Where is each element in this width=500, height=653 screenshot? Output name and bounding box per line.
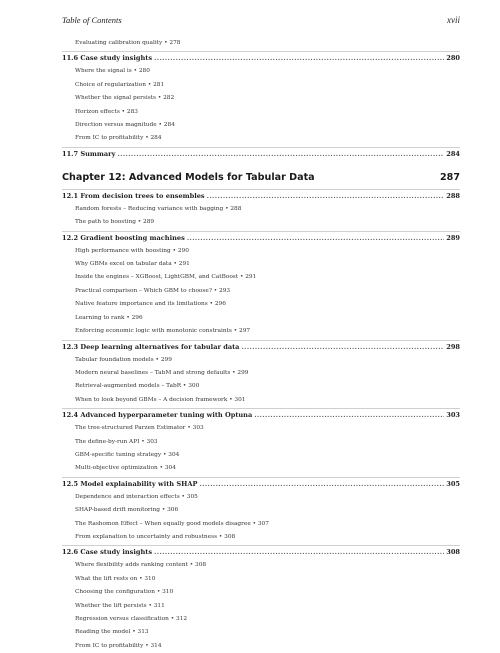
toc-section-11-6[interactable] bbox=[62, 51, 460, 65]
toc-subentry[interactable]: The path to boosting • 289 bbox=[75, 219, 155, 226]
dot-leader bbox=[187, 232, 444, 244]
toc-subentry[interactable]: Why GBMs excel on tabular data • 291 bbox=[75, 261, 190, 268]
toc-subentry[interactable]: Choice of regularization • 281 bbox=[75, 81, 165, 88]
toc-section-12-3[interactable] bbox=[62, 340, 460, 354]
section-title: 12.6 Case study insights bbox=[62, 548, 153, 557]
section-page: 289 bbox=[446, 233, 460, 242]
toc-subentry[interactable]: From explanation to uncertainty and robustness • 308 bbox=[75, 533, 236, 540]
toc-subentry[interactable]: From IC to profitability • 284 bbox=[75, 135, 162, 142]
toc-subentry[interactable]: Practical comparison – Which GBM to choose? • 293 bbox=[75, 287, 231, 294]
section-title: 12.4 Advanced hyperparameter tuning with Optuna bbox=[62, 411, 253, 420]
toc-section-12-1[interactable] bbox=[62, 189, 460, 203]
section-title: 12.3 Deep learning alternatives for tabular data bbox=[62, 342, 240, 351]
dot-leader bbox=[199, 478, 444, 490]
toc-subentry[interactable]: The tree-structured Parzen Estimator • 303 bbox=[75, 425, 204, 432]
dot-leader bbox=[207, 190, 445, 202]
running-header bbox=[62, 15, 460, 27]
section-title: 11.6 Case study insights bbox=[62, 54, 153, 63]
toc-subentry[interactable]: Multi-objective optimization • 304 bbox=[75, 465, 176, 472]
dot-leader bbox=[254, 409, 444, 421]
toc-section-12-2[interactable] bbox=[62, 231, 460, 245]
dot-leader bbox=[154, 52, 444, 64]
section-page: 288 bbox=[446, 191, 460, 200]
toc-subentry[interactable]: Retrieval-augmented models – TabR • 300 bbox=[75, 383, 200, 390]
running-header-title: Table of Contents bbox=[62, 15, 122, 25]
toc-section-12-4[interactable] bbox=[62, 408, 460, 422]
toc-subentry[interactable]: The Rashomon Effect – When equally good models disagree • 307 bbox=[75, 520, 269, 527]
section-page: 280 bbox=[446, 54, 460, 63]
section-title: 12.2 Gradient boosting machines bbox=[62, 233, 185, 242]
toc-subentry[interactable]: When to look beyond GBMs – A decision framework • 301 bbox=[75, 396, 246, 403]
toc-subentry[interactable]: Dependence and interaction effects • 305 bbox=[75, 493, 198, 500]
toc-subentry[interactable]: Inside the engines – XGBoost, LightGBM, and CatBoost • 291 bbox=[75, 274, 257, 281]
section-page: 305 bbox=[446, 479, 460, 488]
toc-subentry[interactable]: Horizon effects • 283 bbox=[75, 108, 138, 115]
toc-subentry[interactable]: Where flexibility adds ranking content • 308 bbox=[75, 562, 207, 569]
toc-subentry[interactable]: Enforcing economic logic with monotonic constraints • 297 bbox=[75, 328, 251, 335]
section-page: 303 bbox=[446, 411, 460, 420]
toc-subentry[interactable]: Random forests – Reducing variance with bagging • 288 bbox=[75, 205, 242, 212]
toc-subentry[interactable]: Whether the signal persists • 282 bbox=[75, 95, 175, 102]
dot-leader bbox=[117, 148, 444, 160]
toc-subentry[interactable]: Modern neural baselines – TabM and strong defaults • 299 bbox=[75, 369, 249, 376]
table-of-contents bbox=[62, 37, 460, 653]
section-title: 12.1 From decision trees to ensembles bbox=[62, 191, 205, 200]
toc-section-12-6[interactable] bbox=[62, 545, 460, 559]
section-title: 12.5 Model explainability with SHAP bbox=[62, 479, 198, 488]
toc-chapter-12[interactable] bbox=[62, 171, 460, 187]
toc-subentry[interactable]: Evaluating calibration quality • 278 bbox=[75, 40, 181, 46]
toc-subentry[interactable]: What the lift rests on • 310 bbox=[75, 575, 156, 582]
toc-subentry[interactable]: Choosing the configuration • 310 bbox=[75, 589, 174, 596]
toc-subentry[interactable]: Direction versus magnitude • 284 bbox=[75, 122, 175, 129]
chapter-title: Chapter 12: Advanced Models for Tabular Data bbox=[62, 171, 315, 183]
toc-section-12-5[interactable] bbox=[62, 477, 460, 491]
page-numeral: xvii bbox=[447, 15, 460, 25]
chapter-page: 287 bbox=[439, 171, 460, 183]
toc-subentry[interactable]: From IC to profitability • 314 bbox=[75, 642, 162, 649]
toc-subentry[interactable]: Tabular foundation models • 299 bbox=[75, 356, 172, 363]
toc-subentry[interactable]: Native feature importance and its limitations • 296 bbox=[75, 301, 226, 308]
toc-subentry[interactable]: Whether the lift persists • 311 bbox=[75, 602, 165, 609]
toc-subentry[interactable]: High performance with boosting • 290 bbox=[75, 247, 189, 254]
toc-subentry[interactable]: Where the signal is • 280 bbox=[75, 68, 150, 75]
dot-leader bbox=[154, 546, 444, 558]
dot-leader bbox=[241, 341, 444, 353]
section-page: 298 bbox=[446, 342, 460, 351]
toc-subentry[interactable]: Learning to rank • 296 bbox=[75, 314, 143, 321]
toc-subentry[interactable]: Regression versus classification • 312 bbox=[75, 616, 188, 622]
toc-subentry[interactable]: The define-by-run API • 303 bbox=[75, 438, 158, 445]
section-page: 308 bbox=[446, 548, 460, 557]
toc-subentry[interactable]: Reading the model • 313 bbox=[75, 629, 149, 636]
section-page: 284 bbox=[446, 149, 460, 158]
section-title: 11.7 Summary bbox=[62, 149, 116, 158]
toc-section-11-7[interactable] bbox=[62, 147, 460, 161]
toc-subentry[interactable]: GBM-specific tuning strategy • 304 bbox=[75, 451, 180, 458]
toc-subentry[interactable]: SHAP-based drift monitoring • 306 bbox=[75, 507, 179, 514]
